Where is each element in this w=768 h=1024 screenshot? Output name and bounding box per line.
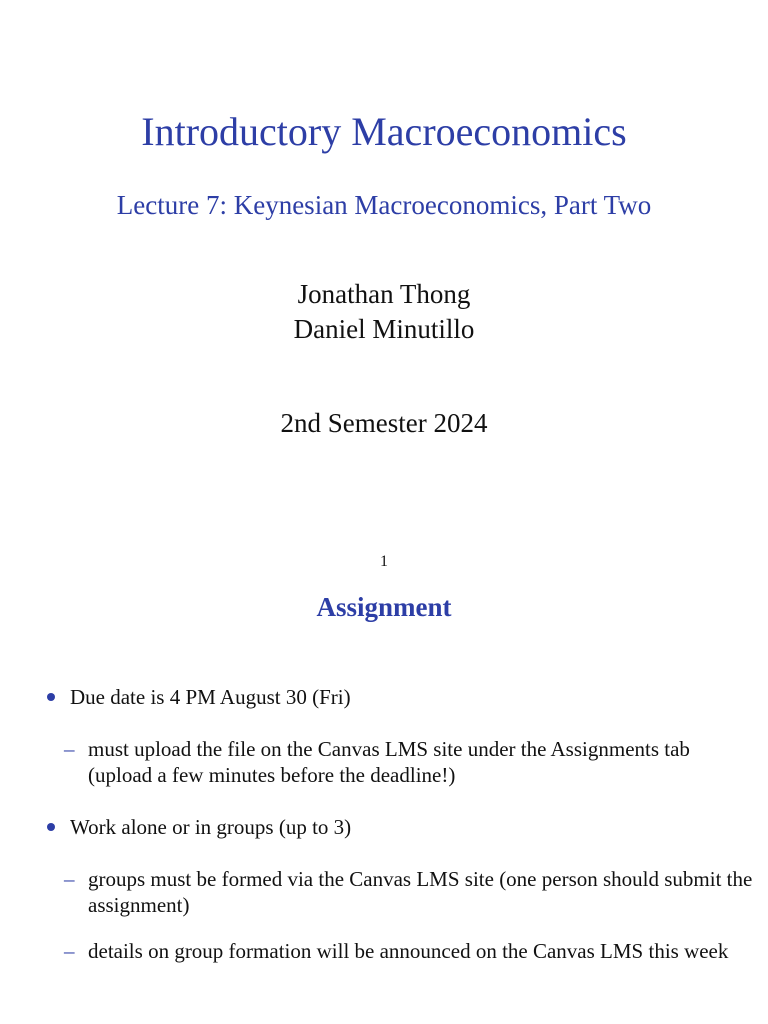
bullet-text: Due date is 4 PM August 30 (Fri) (70, 685, 351, 709)
bullet-dot-icon (47, 823, 55, 831)
slide-title: Assignment (316, 592, 452, 622)
bullet-item (44, 814, 754, 840)
dash-icon: – (64, 867, 75, 891)
bullet-text: Work alone or in groups (up to 3) (70, 815, 352, 839)
sub-text: groups must be formed via the Canvas LMS site (one person should submit the assignment) (88, 867, 753, 917)
page-number: 1 (380, 553, 388, 570)
author-name: Jonathan Thong (297, 279, 471, 309)
dash-icon: – (64, 737, 75, 761)
sub-text: must upload the file on the Canvas LMS site under the Assignments tab (upload a few minutes before the deadline!) (88, 737, 690, 787)
lecture-subtitle: Lecture 7: Keynesian Macroeconomics, Part Two (116, 190, 652, 220)
sub-list (44, 866, 754, 964)
sub-item (44, 736, 754, 788)
authors (0, 277, 768, 347)
semester-date: 2nd Semester 2024 (280, 408, 488, 438)
bullet-dot-icon (47, 693, 55, 701)
sub-list (44, 736, 754, 788)
sub-text: details on group formation will be announced on the Canvas LMS this week (88, 939, 729, 963)
dash-icon: – (64, 939, 75, 963)
author-name: Daniel Minutillo (293, 314, 475, 344)
bullet-list (44, 684, 754, 990)
sub-item (44, 866, 754, 918)
bullet-item (44, 684, 754, 710)
lecture-title: Introductory Macroeconomics (141, 109, 627, 154)
sub-item (44, 938, 754, 964)
